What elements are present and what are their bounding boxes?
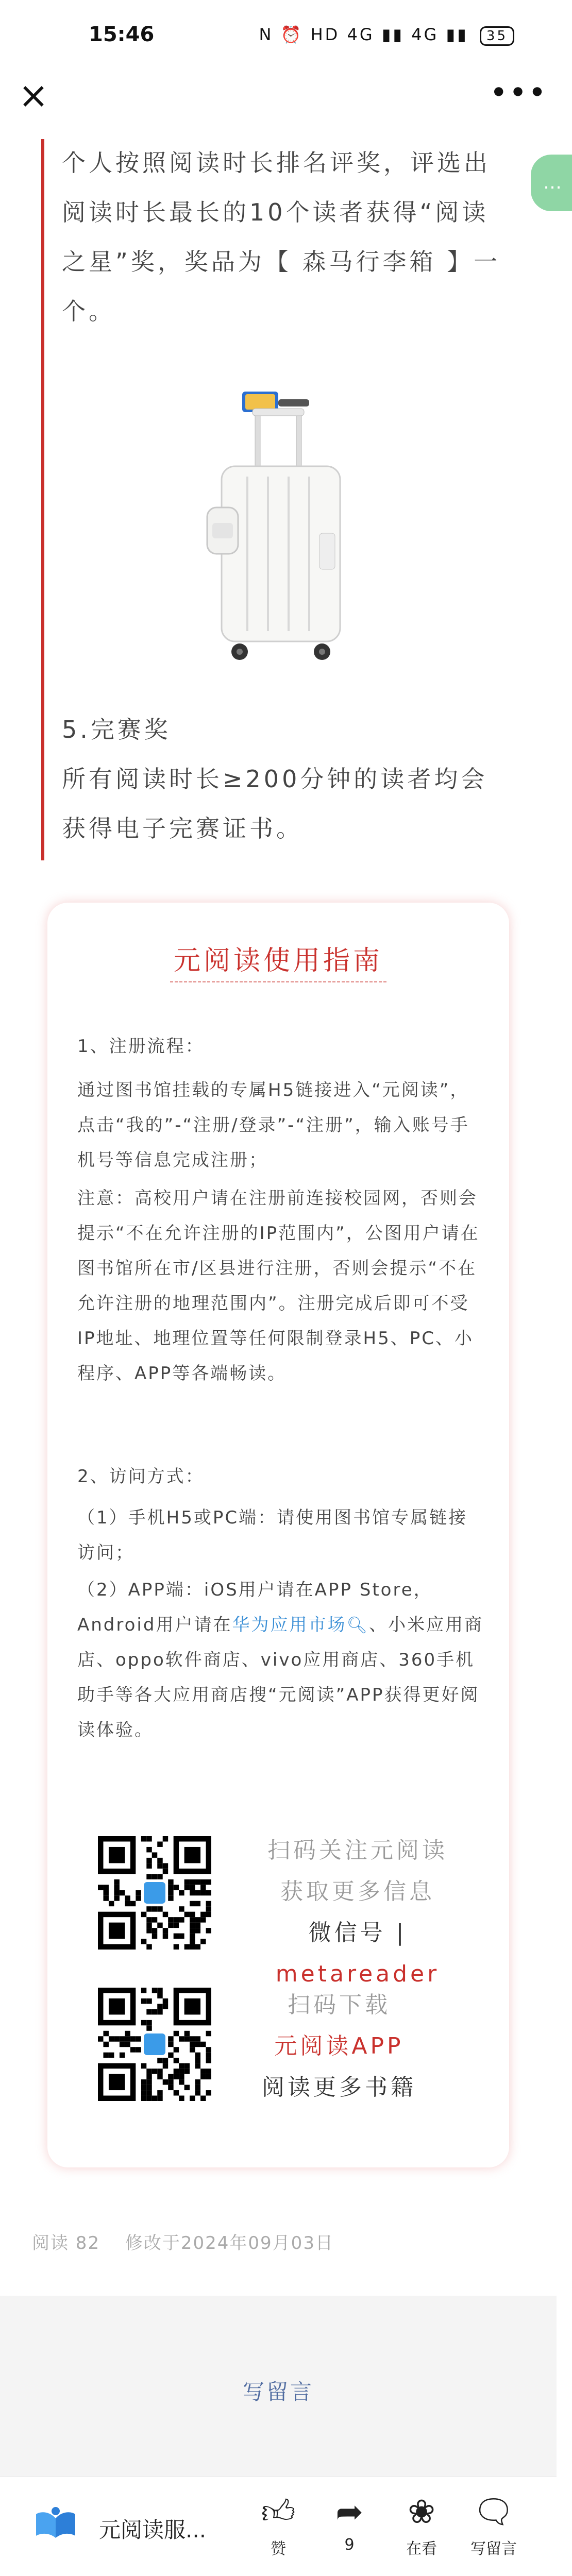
access-h5-text: （1）手机H5或PC端：请使用图书馆专属链接访问；	[77, 1507, 468, 1563]
qr2-line3: 阅读更多书籍	[262, 2074, 416, 2100]
battery-icon: 35	[480, 26, 514, 46]
guide-card	[47, 903, 509, 2167]
access-app-text	[77, 1572, 484, 1748]
floating-side-tab[interactable]: …	[531, 155, 572, 211]
award5-paragraph: 所有阅读时长≥200分钟的读者均会获得电子完赛证书。	[62, 765, 488, 842]
brand-logo-icon[interactable]	[34, 2504, 77, 2540]
comment-add-icon: 🗨︎	[473, 2493, 515, 2531]
comment-label: 写留言	[470, 2540, 517, 2558]
wechat-qr-code	[98, 1836, 211, 1950]
like-button[interactable]	[242, 2492, 314, 2558]
qr2-caption	[221, 1985, 458, 2108]
status-icons-text: N ⏰ HD 4G ▮▮ 4G ▮▮	[259, 25, 468, 44]
article-meta	[32, 2229, 352, 2254]
wechat-id: metareader	[275, 1961, 440, 1987]
app-download-qr-code	[98, 1988, 211, 2101]
more-icon[interactable]: •••	[490, 75, 548, 111]
share-arrow-icon: ➦	[335, 2493, 363, 2531]
guide-title-underline	[170, 981, 386, 982]
qr2-line2: 元阅读APP	[274, 2033, 404, 2059]
suitcase-image	[201, 379, 361, 667]
flower-icon: ❀	[408, 2493, 435, 2531]
qr2-line1: 扫码下载	[288, 1992, 391, 2018]
quote-bar	[41, 139, 44, 860]
award5-title: 5.完赛奖	[62, 716, 171, 743]
watching-label: 在看	[406, 2540, 437, 2558]
access-app-text-a: （2）APP端：iOS用户请在APP Store，Android用户请在	[77, 1580, 433, 1635]
write-comment-link[interactable]: 写留言	[242, 2379, 314, 2404]
read-count: 阅读 82	[32, 2233, 100, 2253]
search-icon[interactable]: 🔍︎	[346, 1615, 369, 1635]
thumbs-up-icon: 👍︎	[261, 2493, 296, 2531]
share-button[interactable]	[313, 2492, 385, 2554]
registration-text: 通过图书馆挂载的专属H5链接进入“元阅读”，点击“我的”-“注册/登录”-“注册”，输入账号手机号等信息完成注册；	[77, 1080, 469, 1171]
modified-date: 修改于2024年09月03日	[125, 2233, 334, 2253]
watching-button[interactable]	[385, 2492, 458, 2558]
comment-button[interactable]	[458, 2492, 530, 2558]
top-nav	[0, 72, 557, 139]
like-label: 赞	[271, 2540, 286, 2558]
huawei-market-link[interactable]: 华为应用市场	[232, 1615, 347, 1635]
wechat-id-label: 微信号 |	[308, 1920, 407, 1946]
status-icons	[259, 25, 514, 46]
qr1-line1: 扫码关注元阅读	[267, 1837, 448, 1863]
guide-title: 元阅读使用指南	[173, 945, 383, 976]
registration-note: 注意：高校用户请在注册前连接校园网，否则会提示“不在允许注册的IP范围内”，公图用户请在图书馆所在市/区县进行注册，否则会提示“不在允许注册的地理范围内”。注册完成后即可不受IP地址、地理位置等任何限制登录H5、PC、小程序、APP等各端畅读。	[77, 1188, 480, 1384]
qr1-line2: 获取更多信息	[280, 1878, 435, 1905]
award-paragraph: 个人按照阅读时长排名评奖，评选出阅读时长最长的10个读者获得“阅读之星”奖，奖品为【 森马行李箱 】一个。	[62, 149, 501, 325]
status-time: 15:46	[89, 23, 155, 46]
access-heading: 2、访问方式：	[77, 1466, 205, 1487]
share-count: 9	[344, 2536, 355, 2554]
close-icon[interactable]: ×	[18, 74, 49, 116]
access-app-text-b: 、小米应用商店、oppo软件商店、vivo应用商店、360手机助手等各大应用商店搜“元阅读”APP获得更好阅读体验。	[77, 1615, 484, 1740]
qr1-line3	[239, 1912, 476, 1995]
brand-name[interactable]: 元阅读服...	[99, 2517, 207, 2543]
registration-heading: 1、注册流程：	[77, 1036, 205, 1057]
qr1-caption	[239, 1830, 476, 1995]
